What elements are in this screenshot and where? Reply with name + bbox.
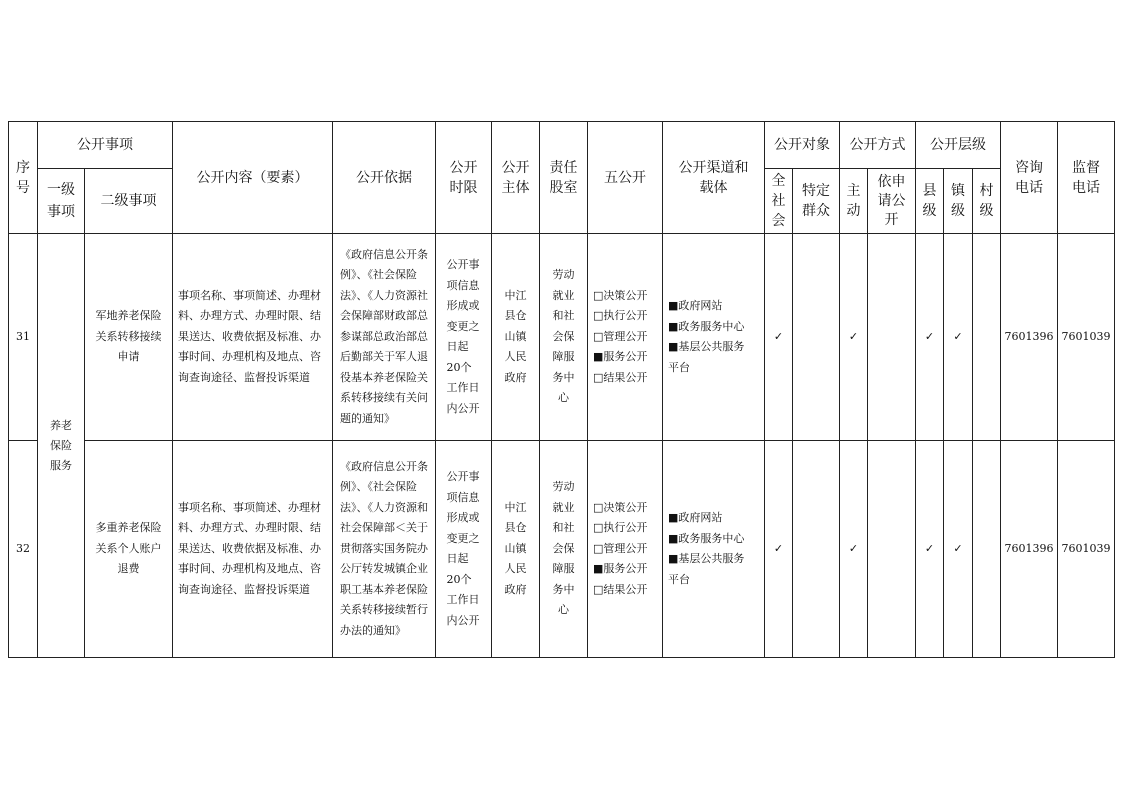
header-level: 公开层级 xyxy=(916,122,1001,169)
channel-item: ■政府网站 xyxy=(668,299,723,312)
channel-item: ■政务服务中心 xyxy=(668,319,745,333)
header-content: 公开内容（要素） xyxy=(173,122,333,234)
row-seq: 32 xyxy=(9,441,38,658)
row-audience-specific-check xyxy=(793,441,840,658)
channel-item: ■基层公共服务 xyxy=(668,552,745,565)
header-audience-specific: 特定群众 xyxy=(793,169,840,234)
category-cell: 养老保险服务 xyxy=(38,234,85,658)
row-basis: 《政府信息公开条例》、《社会保险法》、《人力资源和社会保障部＜关于贯彻落实国务院办公厅转发城镇企业职工基本养老保险关系转移接续暂行办法的通知》 xyxy=(333,441,436,658)
row-subject: 中江县仓山镇人民政府 xyxy=(492,234,540,441)
row-seq: 31 xyxy=(9,234,38,441)
row-five-open xyxy=(588,441,663,658)
row-level-town-check: ✓ xyxy=(944,234,973,441)
header-consult-phone: 咨询电话 xyxy=(1001,122,1058,234)
five-open-item: □决策公开 xyxy=(593,288,648,302)
row-level-village-check xyxy=(973,441,1001,658)
five-open-item: □管理公开 xyxy=(593,329,648,343)
row-basis: 《政府信息公开条例》、《社会保险法》、《人力资源社会保障部财政部总参谋部总政治部总后勤部关于军人退役基本养老保险关系转移接续有关问题的通知》 xyxy=(333,234,436,441)
row-content: 事项名称、事项简述、办理材料、办理方式、办理时限、结果送达、收费依据及标准、办事时间、办理机构及地点、咨询查询途径、监督投诉渠道 xyxy=(173,234,333,441)
five-open-item: □执行公开 xyxy=(593,309,648,323)
header-supervise-phone: 监督电话 xyxy=(1058,122,1115,234)
row-dept: 劳动就业和社会保障服务中心 xyxy=(540,441,588,658)
row-five-open xyxy=(588,234,663,441)
five-open-item: ■服务公开 xyxy=(593,350,648,364)
channel-item: ■政府网站 xyxy=(668,511,723,524)
row-time-limit: 公开事项信息形成或变更之日起20个工作日内公开 xyxy=(436,234,492,441)
header-subject: 公开主体 xyxy=(492,122,540,234)
row-level2: 军地养老保险关系转移接续申请 xyxy=(85,234,173,441)
row-time-limit: 公开事项信息形成或变更之日起20个工作日内公开 xyxy=(436,441,492,658)
row-subject: 中江县仓山镇人民政府 xyxy=(492,441,540,658)
channel-item: 平台 xyxy=(668,360,690,374)
row-content: 事项名称、事项简述、办理材料、办理方式、办理时限、结果送达、收费依据及标准、办事时间、办理机构及地点、咨询查询途径、监督投诉渠道 xyxy=(173,441,333,658)
header-level-county: 县级 xyxy=(916,169,944,234)
channel-item: 平台 xyxy=(668,572,690,586)
row-level-village-check xyxy=(973,234,1001,441)
row-method-request-check xyxy=(868,234,916,441)
five-open-item: □执行公开 xyxy=(593,521,648,535)
row-consult-phone: 7601396 xyxy=(1001,441,1058,658)
header-five-open: 五公开 xyxy=(588,122,663,234)
five-open-item: □结果公开 xyxy=(593,370,648,384)
five-open-item: □决策公开 xyxy=(593,500,648,514)
header-seq: 序号 xyxy=(9,122,38,234)
channel-item: ■政务服务中心 xyxy=(668,531,745,545)
row-supervise-phone: 7601039 xyxy=(1058,441,1115,658)
row-consult-phone: 7601396 xyxy=(1001,234,1058,441)
row-audience-all-check: ✓ xyxy=(765,441,793,658)
public-affairs-table xyxy=(8,121,1115,658)
row-supervise-phone: 7601039 xyxy=(1058,234,1115,441)
header-channel: 公开渠道和载体 xyxy=(663,122,765,234)
row-audience-all-check: ✓ xyxy=(765,234,793,441)
row-level-town-check: ✓ xyxy=(944,441,973,658)
table-row xyxy=(9,441,1115,658)
channel-item: ■基层公共服务 xyxy=(668,340,745,353)
five-open-item: ■服务公开 xyxy=(593,562,648,576)
row-dept: 劳动就业和社会保障服务中心 xyxy=(540,234,588,441)
row-channel xyxy=(663,234,765,441)
header-method-active: 主动 xyxy=(840,169,868,234)
row-level2: 多重养老保险关系个人账户退费 xyxy=(85,441,173,658)
five-open-item: □结果公开 xyxy=(593,582,648,596)
header-level2: 二级事项 xyxy=(85,169,173,234)
row-method-active-check: ✓ xyxy=(840,234,868,441)
header-method-request: 依申请公开 xyxy=(868,169,916,234)
row-channel xyxy=(663,441,765,658)
header-level1: 一级事项 xyxy=(38,169,85,234)
row-audience-specific-check xyxy=(793,234,840,441)
table-row xyxy=(9,234,1115,441)
header-level-town: 镇级 xyxy=(944,169,973,234)
header-audience: 公开对象 xyxy=(765,122,840,169)
row-level-county-check: ✓ xyxy=(916,441,944,658)
header-dept: 责任股室 xyxy=(540,122,588,234)
row-method-request-check xyxy=(868,441,916,658)
header-time-limit: 公开时限 xyxy=(436,122,492,234)
header-basis: 公开依据 xyxy=(333,122,436,234)
header-level-village: 村级 xyxy=(973,169,1001,234)
header-public-item: 公开事项 xyxy=(38,122,173,169)
header-audience-all: 全社会 xyxy=(765,169,793,234)
header-method: 公开方式 xyxy=(840,122,916,169)
row-level-county-check: ✓ xyxy=(916,234,944,441)
row-method-active-check: ✓ xyxy=(840,441,868,658)
five-open-item: □管理公开 xyxy=(593,541,648,555)
